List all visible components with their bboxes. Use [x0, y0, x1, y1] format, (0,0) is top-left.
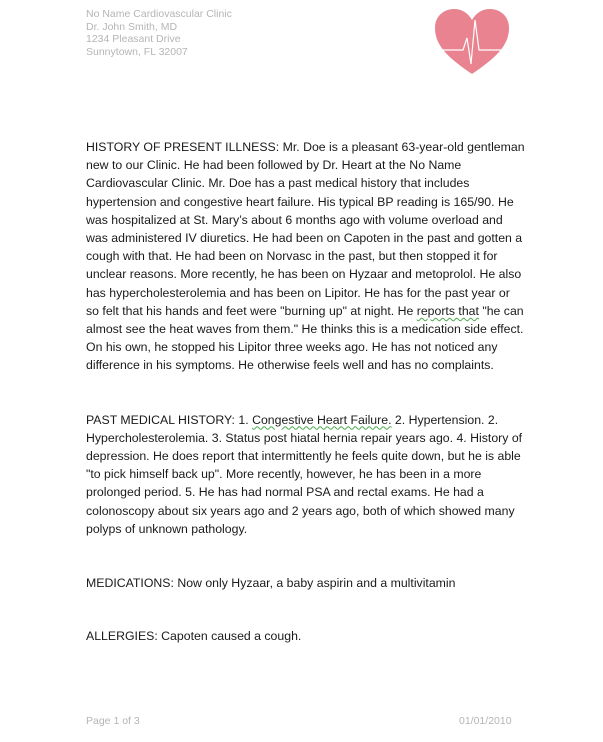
hpi-text-3: "he can almost see the heat waves from them." He thinks this is a medication side effect. On his own, he stopped his Lipitor three weeks ago. He has not noticed any difference in his symptoms. He otherwise feels well and has no complaints.	[86, 303, 524, 373]
address-line-2: Sunnytown, FL 32007	[86, 45, 188, 58]
document-body	[86, 138, 526, 645]
letterhead	[86, 8, 232, 58]
pmh-text-1: PAST MEDICAL HISTORY: 1.	[86, 412, 253, 427]
document-date: 01/01/2010	[459, 715, 512, 727]
hpi-text-2: reports that	[416, 303, 479, 318]
pmh-text-2: Congestive Heart Failure.	[252, 412, 392, 427]
hpi-text-1: HISTORY OF PRESENT ILLNESS: Mr. Doe is a pleasant 63-year-old gentleman new to our Clinic. He had been followed by Dr. Heart at the No Name Cardiovascular Clinic. Mr. Doe has a past medical history that includes hypertension and congestive heart failure. His typical BP reading is 165/90. He was hospitalized at St. Mary’s about 6 months ago with volume overload and was administered IV diuretics. He had been on Capoten in the past and gotten a cough with that. He had been on Norvasc in the past, but then stopped it for unclear reasons. More recently, he has been on Hyzaar and metoprolol. He also has hypercholesterolemia and has been on Lipitor. He has for the past year or so felt that his hands and feet were "burning up" at night. He	[86, 140, 525, 318]
heart-shape	[435, 9, 509, 74]
address-line-1: 1234 Pleasant Drive	[86, 33, 181, 46]
page-number: Page 1 of 3	[86, 715, 140, 727]
hpi-paragraph	[86, 138, 526, 375]
doctor-name: Dr. John Smith, MD	[86, 20, 178, 33]
pmh-paragraph	[86, 411, 526, 538]
allergies-paragraph: ALLERGIES: Capoten caused a cough.	[86, 629, 302, 644]
heart-ekg-icon	[433, 8, 511, 76]
pmh-text-3: 2. Hypertension. 2. Hypercholesterolemia. 3. Status post hiatal hernia repair years ago. 4. History of depression. He does report that intermittently he feels quite down, but he is able "to pick himself back up". More recently, however, he has been in a more prolonged period. 5. He has had normal PSA and rectal exams. He had a colonoscopy about six years ago and 2 years ago, both of which showed many polyps of unknown pathology.	[86, 412, 523, 536]
clinic-name: No Name Cardiovascular Clinic	[86, 8, 232, 20]
medications-paragraph: MEDICATIONS: Now only Hyzaar, a baby aspirin and a multivitamin	[86, 576, 456, 591]
